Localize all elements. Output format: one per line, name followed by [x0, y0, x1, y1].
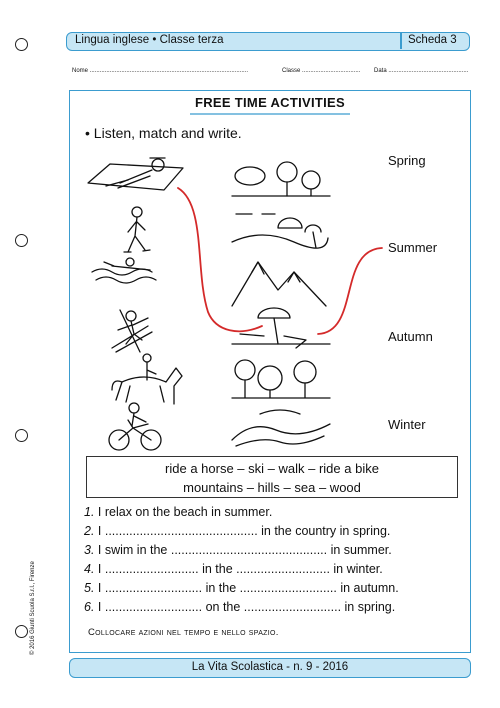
subject-label: Lingua inglese • Classe terza: [75, 34, 224, 46]
season-summer: Summer: [388, 240, 438, 255]
sheet-label: Scheda 3: [408, 34, 457, 46]
sentence-3[interactable]: 3. I swim in the ............................................. in summer.: [84, 543, 392, 557]
wood-landscape-picture: [232, 360, 330, 398]
class-label: Classe: [282, 68, 301, 74]
name-field[interactable]: Nome ...............................................................................................: [72, 68, 249, 74]
sentence-4[interactable]: 4. I ........................... in the ........................... in winter.: [84, 562, 383, 576]
relaxing-person-picture: [88, 158, 183, 190]
name-label: Nome: [72, 68, 89, 74]
hills-landscape-picture: [232, 410, 330, 446]
sentence-2[interactable]: 2. I ............................................ in the country in spring.: [84, 524, 391, 538]
cyclist-picture: [109, 403, 161, 450]
spring-landscape-picture: [232, 162, 330, 196]
worksheet-title: FREE TIME ACTIVITIES: [195, 95, 345, 110]
word-box-places: mountains – hills – sea – wood: [183, 480, 361, 495]
match-line: [318, 248, 382, 334]
walking-person-picture: [124, 207, 150, 252]
footer-bar: [69, 658, 471, 678]
seaside-landscape-picture: [232, 308, 330, 348]
instruction-text: • Listen, match and write.: [85, 125, 242, 141]
sentence-6[interactable]: 6. I ............................ on the ............................ in spring.: [84, 600, 396, 614]
skier-picture: [112, 310, 152, 352]
date-label: Data: [374, 68, 387, 74]
mountains-landscape-picture: [232, 262, 326, 306]
copyright-text: © 2016 Giunti Scuola S.r.l., Firenze: [30, 561, 36, 655]
season-spring: Spring: [388, 153, 426, 168]
match-line: [178, 188, 262, 331]
date-field[interactable]: Data ................................................: [374, 68, 469, 74]
teacher-note: Collocare azioni nel tempo e nello spazio.: [88, 627, 279, 638]
footer-label: La Vita Scolastica - n. 9 - 2016: [191, 661, 349, 673]
sentence-5[interactable]: 5. I ............................ in the ............................ in autumn.: [84, 581, 399, 595]
class-field[interactable]: Classe ...................................: [282, 68, 361, 74]
word-box-activities: ride a horse – ski – walk – ride a bike: [165, 461, 379, 476]
horse-rider-picture: [112, 354, 182, 404]
swimmer-picture: [92, 258, 156, 283]
season-winter: Winter: [388, 417, 426, 432]
word-box: [86, 456, 458, 498]
beach-landscape-picture: [232, 214, 328, 248]
season-autumn: Autumn: [388, 329, 433, 344]
sentence-1: 1. I relax on the beach in summer.: [84, 505, 273, 519]
